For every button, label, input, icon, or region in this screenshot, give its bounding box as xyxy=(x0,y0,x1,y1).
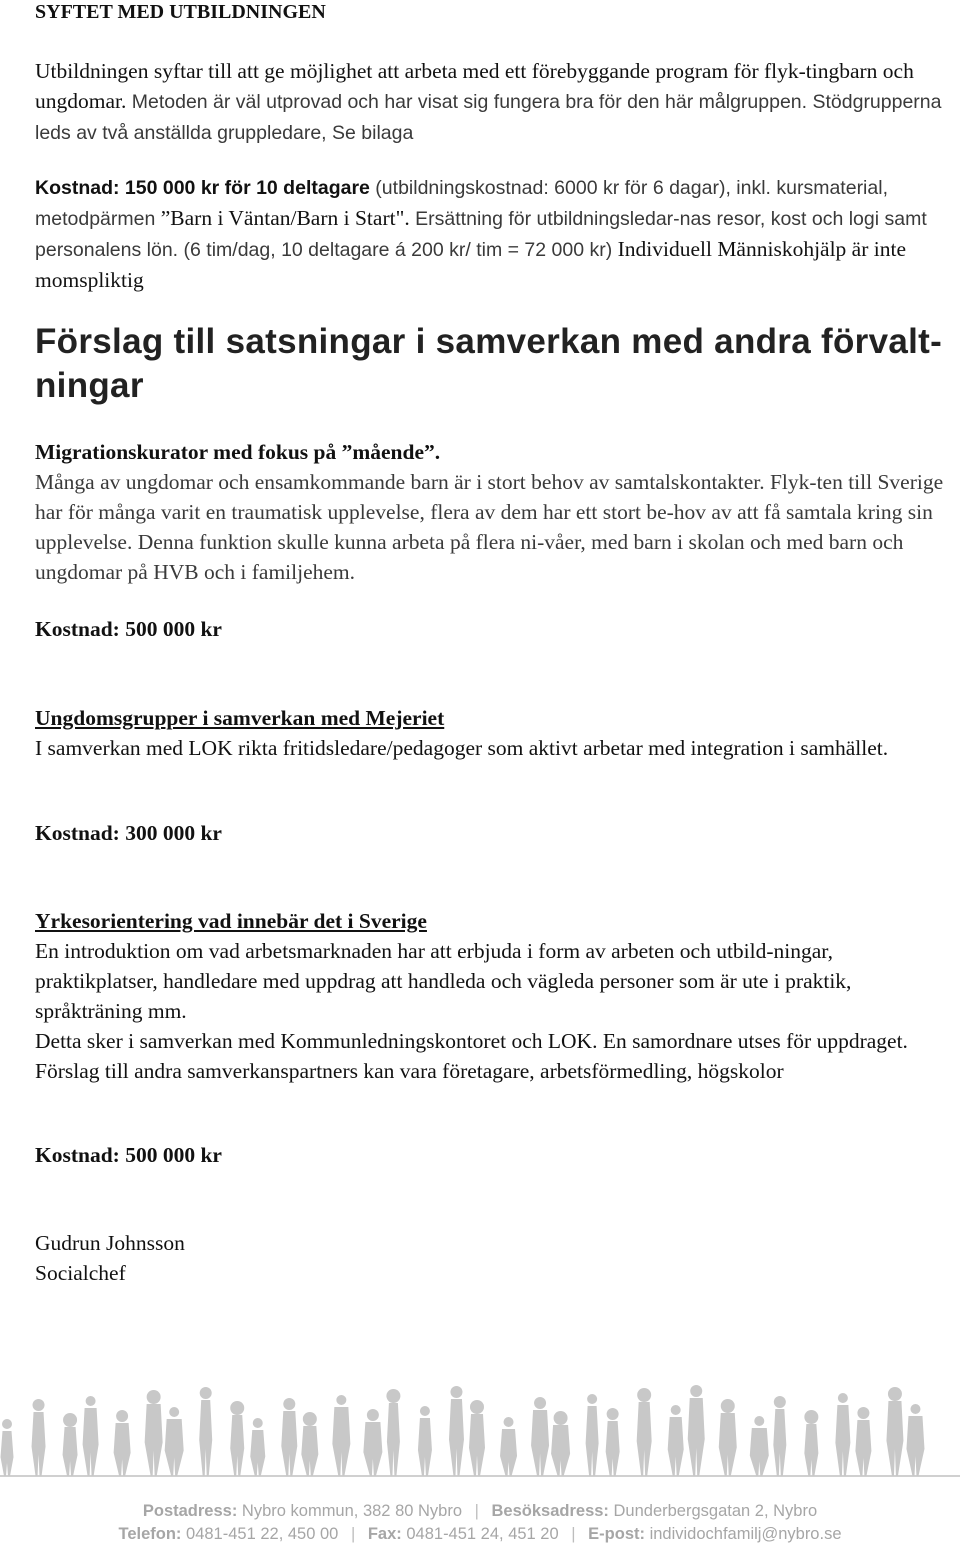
person-silhouette-icon xyxy=(145,1390,163,1476)
footer-line-2 xyxy=(0,1522,960,1546)
cost-detail-a: (utbildningskostnad: xyxy=(369,177,549,199)
person-silhouette-icon xyxy=(199,1387,212,1476)
cost-label: Kostnad: 150 000 kr för 10 deltagare xyxy=(35,177,370,199)
person-silhouette-icon xyxy=(83,1396,99,1476)
purpose-paragraph xyxy=(35,56,950,148)
person-silhouette-icon xyxy=(804,1410,818,1476)
signature-name: Gudrun Johnsson xyxy=(35,1231,185,1255)
person-silhouette-icon xyxy=(906,1404,924,1476)
purpose-cost-paragraph xyxy=(35,172,950,295)
person-silhouette-icon xyxy=(531,1397,549,1476)
footer-visit-label: Besöksadress: xyxy=(491,1502,609,1520)
person-silhouette-icon xyxy=(449,1386,464,1476)
person-silhouette-icon xyxy=(886,1387,903,1476)
person-silhouette-icon xyxy=(114,1410,131,1476)
migration-body: Många av ungdomar och ensamkommande barn är i stort behov av samtalskontakter. Flyk-ten till Sverige har för många varit en traumatisk upplevelse, flera av dem har ett stort be-hov av att få samtala kring sin upplevelse. Denna funktion skulle kunna arbeta på flera ni-våer, med barn i skolan och med barn och ungdomar på HVB och i familjehem. xyxy=(35,470,944,584)
cost-detail-b: 6000 kr för 6 dagar), inkl. kursmaterial, metodpärmen xyxy=(35,177,888,230)
person-silhouette-icon xyxy=(500,1417,517,1476)
footer-fax-label: Fax: xyxy=(367,1525,402,1543)
footer-email-value: individochfamilj@nybro.se xyxy=(649,1525,842,1543)
footer-separator: | xyxy=(571,1525,576,1543)
vocational-section xyxy=(35,906,950,1086)
footer-visit-value: Dunderbergsgatan 2, Nybro xyxy=(613,1502,818,1520)
youth-cost: Kostnad: 300 000 kr xyxy=(35,821,222,845)
vocational-body-1: En introduktion om vad arbetsmarknaden har att erbjuda i form av arbeten och utbild-ningar, praktikplatser, handledare med uppdrag att handleda och vägleda personer som är ute i praktik, språkträning mm. xyxy=(35,939,852,1023)
person-silhouette-icon xyxy=(230,1401,244,1476)
person-silhouette-icon xyxy=(1,1419,14,1476)
youth-section xyxy=(35,703,950,763)
footer-separator: | xyxy=(350,1525,356,1543)
person-silhouette-icon xyxy=(773,1396,786,1476)
people-silhouettes-decoration xyxy=(0,1380,960,1490)
purpose-method: Metoden är väl utprovad och har visat sig fungera bra för den här målgruppen. Stödgrupperna leds av två anställda gruppledare, Se bilaga xyxy=(35,91,942,144)
migration-cost: Kostnad: 500 000 kr xyxy=(35,617,222,641)
person-silhouette-icon xyxy=(835,1393,850,1476)
youth-body: I samverkan med LOK rikta fritidsledare/pedagoger som aktivt arbetar med integration i samhället. xyxy=(35,736,889,760)
section-purpose xyxy=(35,0,950,24)
person-silhouette-icon xyxy=(637,1388,652,1476)
signature-role: Socialchef xyxy=(35,1261,126,1285)
youth-title: Ungdomsgrupper i samverkan med Mejeriet xyxy=(35,706,445,730)
footer-line-1 xyxy=(0,1499,960,1523)
proposals-heading-block xyxy=(35,320,950,408)
footer-email-label: E-post: xyxy=(588,1525,645,1543)
person-silhouette-icon xyxy=(719,1399,737,1476)
cost-detail-e: Individuell Människohjälp är inte momspliktig xyxy=(35,237,906,292)
person-silhouette-icon xyxy=(363,1409,382,1476)
vocational-body-2: Detta sker i samverkan med Kommunledningskontoret och LOK. En samordnare utses för uppdraget. Förslag till andra samverkanspartners kan vara företagare, arbetsförmedling, högskolor xyxy=(35,1029,908,1083)
person-silhouette-icon xyxy=(386,1389,400,1476)
person-silhouette-icon xyxy=(606,1408,620,1476)
proposals-heading-line1: Förslag till satsningar i samverkan med andra förvalt- xyxy=(35,322,943,361)
person-silhouette-icon xyxy=(586,1394,599,1476)
proposals-heading-line2: ningar xyxy=(35,366,144,405)
person-silhouette-icon xyxy=(551,1411,570,1476)
person-silhouette-icon xyxy=(418,1406,432,1476)
person-silhouette-icon xyxy=(750,1416,769,1476)
person-silhouette-icon xyxy=(32,1399,46,1476)
vocational-title: Yrkesorientering vad innebär det i Sverige xyxy=(35,909,427,933)
signature xyxy=(35,1228,950,1288)
person-silhouette-icon xyxy=(332,1395,350,1476)
footer-separator: | xyxy=(474,1502,479,1520)
person-silhouette-icon xyxy=(668,1405,684,1476)
cost-detail-quote: ”Barn i Väntan/Barn i Start". xyxy=(160,206,410,230)
migration-title: Migrationskurator med fokus på ”mående”. xyxy=(35,440,441,464)
footer-fax-value: 0481-451 24, 451 20 xyxy=(406,1525,559,1543)
cost-detail-d: (6 tim/dag, 10 deltagare á 200 kr/ tim = 72 000 kr) xyxy=(178,239,613,261)
person-silhouette-icon xyxy=(250,1418,265,1476)
person-silhouette-icon xyxy=(469,1400,485,1476)
footer-post-label: Postadress: xyxy=(142,1502,238,1520)
cost-detail-c: Ersättning för utbildningsledar-nas resor, kost och logi samt personalens lön. xyxy=(35,208,927,261)
proposals-heading xyxy=(35,320,950,408)
section-heading: SYFTET MED UTBILDNINGEN xyxy=(35,1,326,23)
person-silhouette-icon xyxy=(688,1385,705,1476)
person-silhouette-icon xyxy=(855,1407,871,1476)
footer-phone-value: 0481-451 22, 450 00 xyxy=(186,1525,339,1543)
purpose-intro: Utbildningen syftar till att ge möjlighet att arbeta med ett förebyggande program för flyk-tingbarn och ungdomar. xyxy=(35,59,914,113)
person-silhouette-icon xyxy=(63,1413,78,1476)
person-silhouette-icon xyxy=(165,1407,184,1476)
silhouette-figures xyxy=(1,1385,925,1476)
migration-section xyxy=(35,437,950,587)
vocational-cost: Kostnad: 500 000 kr xyxy=(35,1143,222,1167)
footer-post-value: Nybro kommun, 382 80 Nybro xyxy=(241,1502,463,1520)
person-silhouette-icon xyxy=(301,1412,318,1476)
footer-phone-label: Telefon: xyxy=(118,1525,182,1543)
person-silhouette-icon xyxy=(281,1398,297,1476)
